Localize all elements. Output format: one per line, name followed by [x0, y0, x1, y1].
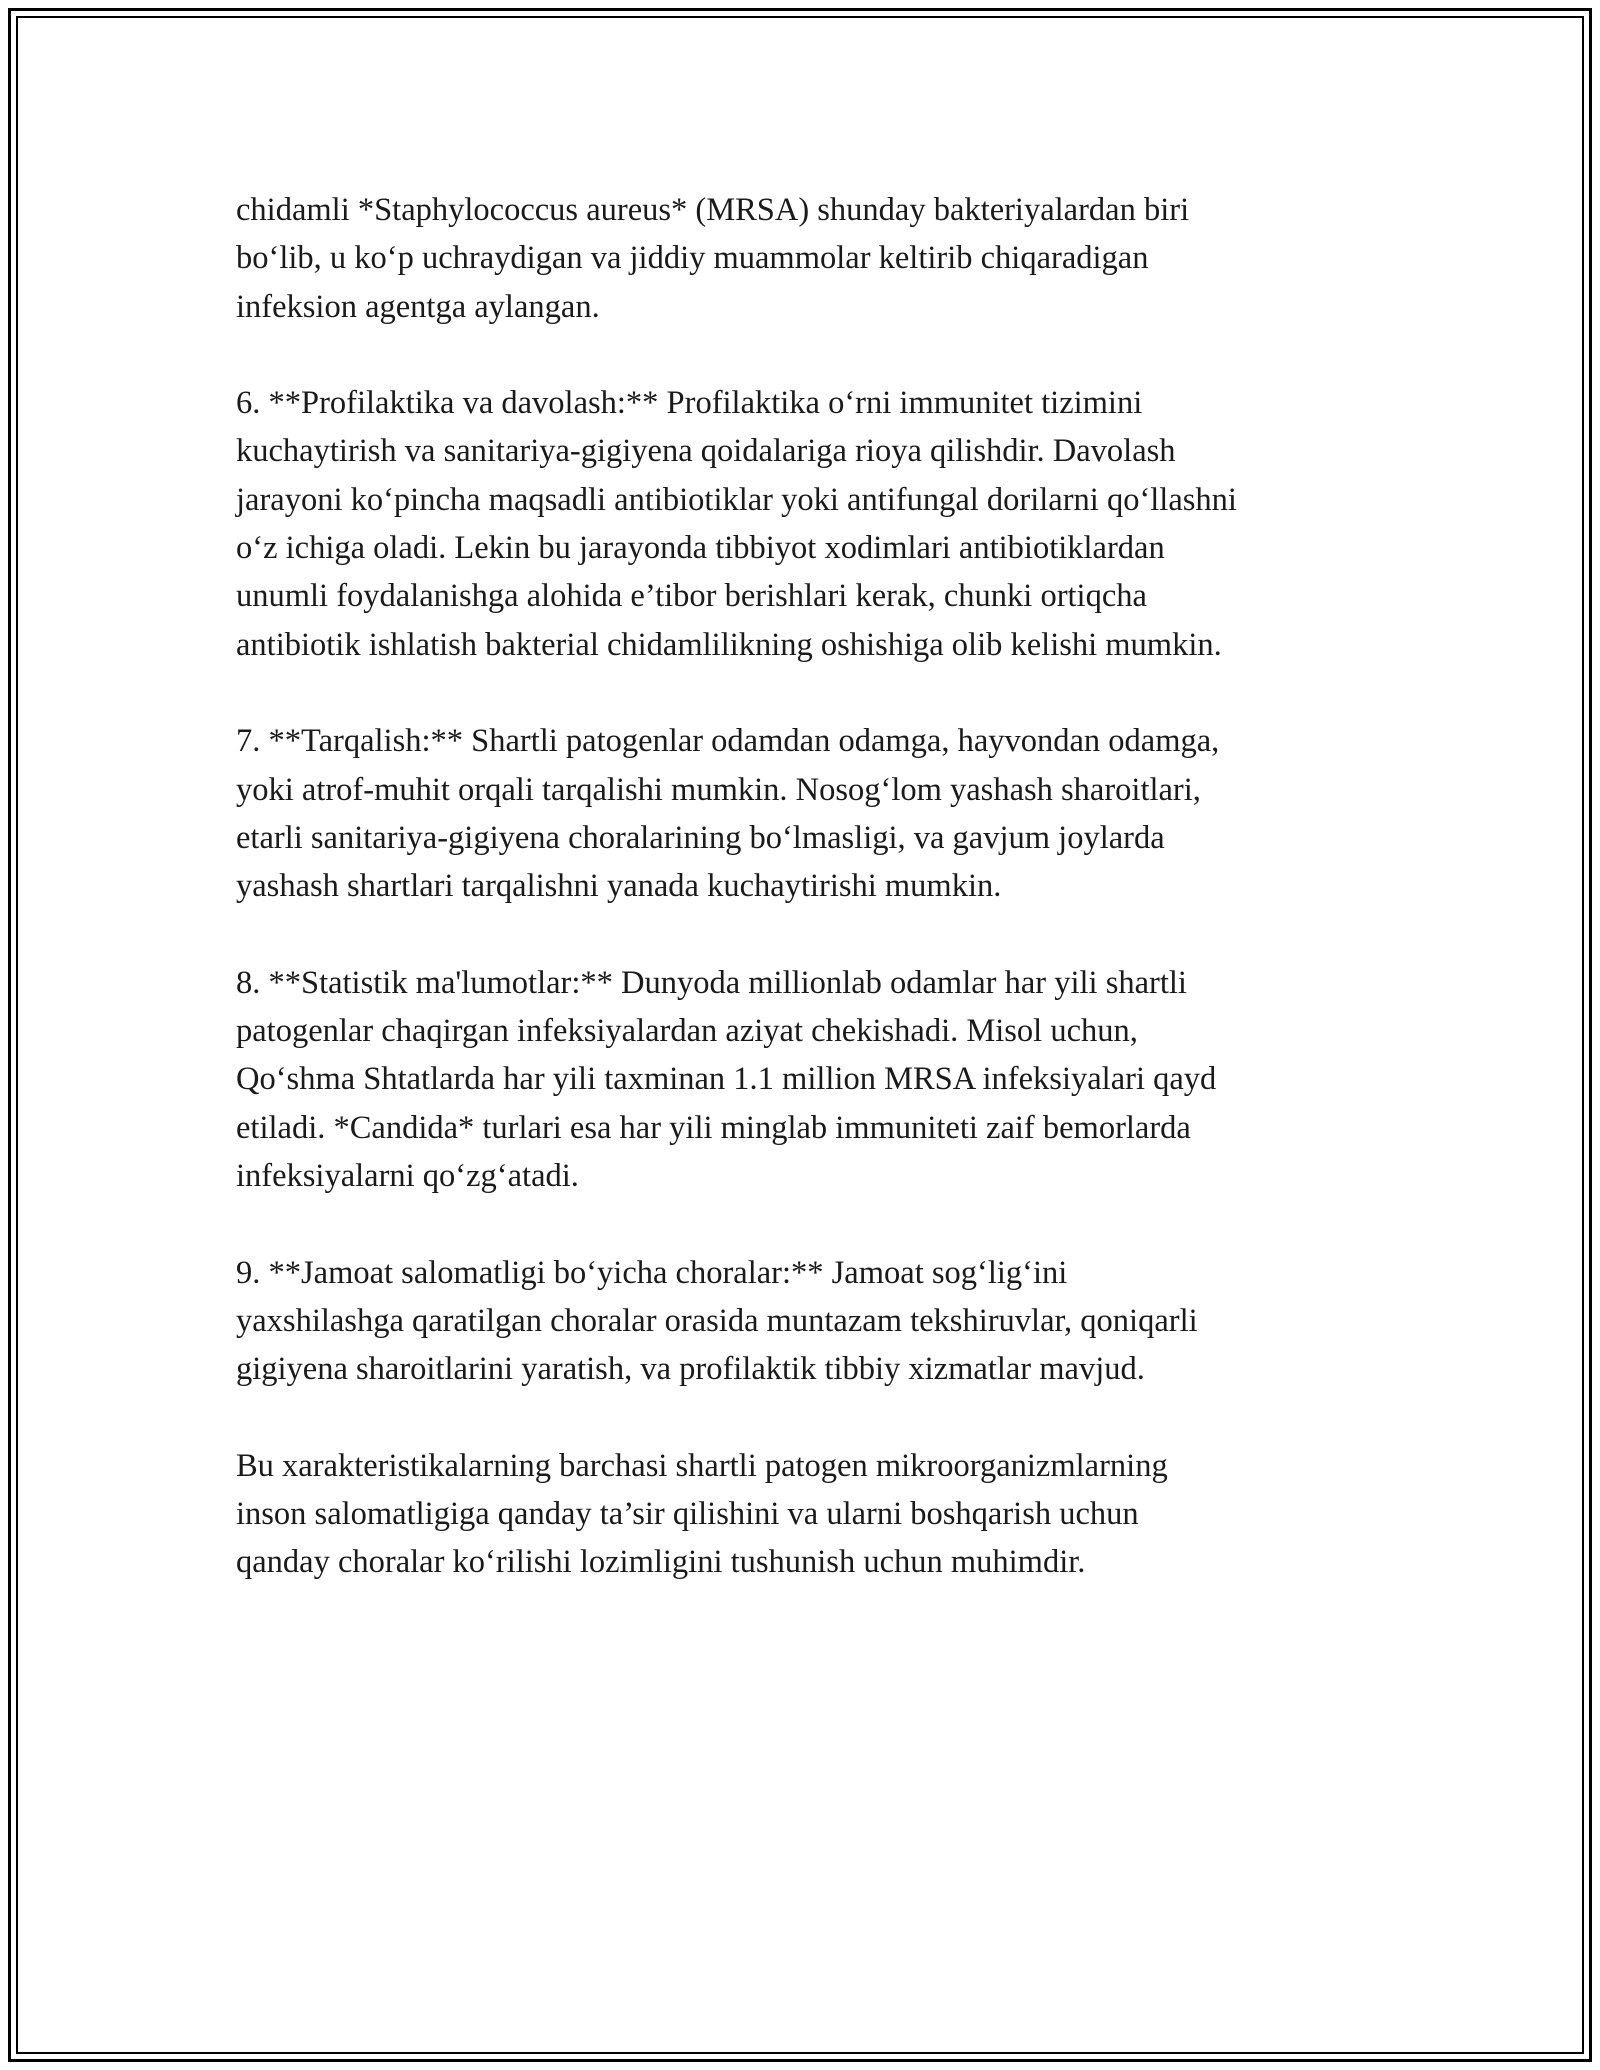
paragraph-statistik: 8. **Statistik ma'lumotlar:** Dunyoda millionlab odamlar har yili shartli patogenlar chaqirgan infeksiyalardan aziyat chekishadi. Misol uchun, Qo‘shma Shtatlarda har yili taxminan 1.1 million MRSA infeksiyalari qayd etiladi. *Candida* turlari esa har yili minglab immuniteti zaif bemorlarda infeksiyalarni qo‘zg‘atadi. [236, 964, 1217, 1194]
paragraph-jamoat: 9. **Jamoat salomatligi bo‘yicha choralar:** Jamoat sog‘lig‘ini yaxshilashga qaratilgan choralar orasida muntazam tekshiruvlar, qoniqarli gigiyena sharoitlarini yaratish, va profilaktik tibbiy xizmatlar mavjud. [236, 1254, 1198, 1388]
paragraph-conclusion: Bu xarakteristikalarning barchasi shartli patogen mikroorganizmlarning inson salomatligiga qanday ta’sir qilishini va ularni boshqarish uchun qanday choralar ko‘rilishi lozimligini tushunish uchun muhimdir. [236, 1447, 1168, 1581]
paragraph-tarqalish: 7. **Tarqalish:** Shartli patogenlar odamdan odamga, hayvondan odamga, yoki atrof-muhit orqali tarqalishi mumkin. Nosog‘lom yashash sharoitlari, etarli sanitariya-gigiyena choralarining bo‘lmasligi, va gavjum joylarda yashash shartlari tarqalishni yanada kuchaytirishi mumkin. [236, 723, 1220, 905]
document-body [236, 186, 1386, 1587]
paragraph-mrsa-continuation: chidamli *Staphylococcus aureus* (MRSA) shunday bakteriyalardan biri bo‘lib, u ko‘p uchraydigan va jiddiy muammolar keltirib chiqaradigan infeksion agentga aylangan. [236, 192, 1190, 325]
paragraph-profilaktika: 6. **Profilaktika va davolash:** Profilaktika o‘rni immunitet tizimini kuchaytirish va sanitariya-gigiyena qoidalariga rioya qilishdir. Davolash jarayoni ko‘pincha maqsadli antibiotiklar yoki antifungal dorilarni qo‘llashni o‘z ichiga oladi. Lekin bu jarayonda tibbiyot xodimlari antibiotiklardan unumli foydalanishga alohida e’tibor berishlari kerak, chunki ortiqcha antibiotik ishlatish bakterial chidamlilikning oshishiga olib kelishi mumkin. [236, 385, 1237, 663]
